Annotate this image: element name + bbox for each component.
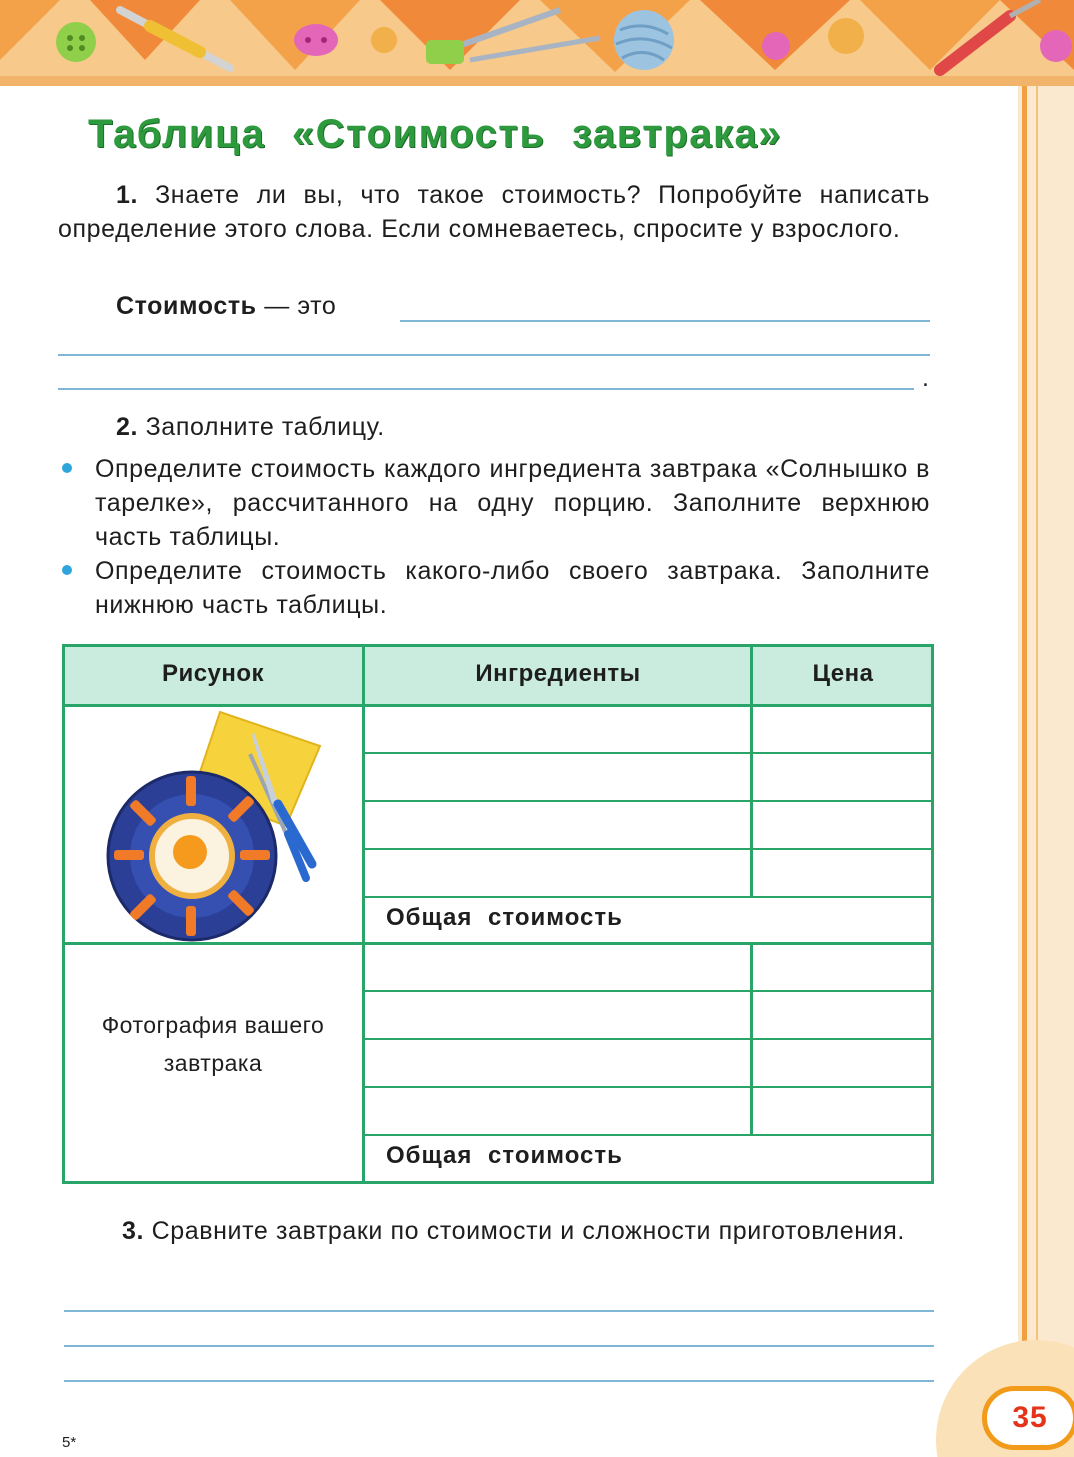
total-cost-label: Общая стоимость: [386, 904, 623, 931]
header-picture: Рисунок: [161, 660, 265, 687]
egg-yolk: [173, 835, 207, 869]
bullet-text: Определите стоимость какого-либо своего завтрака. Заполните нижнюю часть таблицы.: [95, 557, 930, 619]
price-cell[interactable]: [753, 802, 931, 848]
bullet-dot-icon: [62, 463, 72, 473]
table-rule: [362, 1134, 934, 1136]
task-number: 1.: [116, 181, 139, 209]
price-cell[interactable]: [753, 754, 931, 800]
page-number: 35: [1012, 1401, 1048, 1434]
task-number: 3.: [122, 1217, 145, 1245]
answer-line[interactable]: [64, 1345, 934, 1347]
table-border: [931, 644, 934, 1184]
price-cell[interactable]: [753, 850, 931, 896]
ingredient-cell[interactable]: [365, 992, 750, 1038]
header-price: Цена: [812, 660, 874, 687]
answer-line[interactable]: [64, 1310, 934, 1312]
task-3: [64, 1214, 936, 1248]
header-ingredients: Ингредиенты: [475, 660, 641, 687]
answer-line[interactable]: [58, 388, 914, 390]
table-border: [62, 1181, 934, 1184]
price-cell[interactable]: [753, 707, 931, 752]
instruction-bullet: [62, 554, 930, 622]
photo-placeholder-caption[interactable]: Фотография вашего завтрака: [101, 1012, 325, 1076]
ingredient-cell[interactable]: [365, 802, 750, 848]
decorative-banner: [0, 0, 1074, 86]
breakfast-plate-illustration: [102, 706, 362, 944]
yarn-ball-icon: [614, 10, 674, 70]
button-icon: [371, 27, 397, 53]
definition-term: Стоимость: [116, 292, 257, 320]
ingredient-cell[interactable]: [365, 850, 750, 896]
price-cell[interactable]: [753, 1088, 931, 1134]
task-text: Сравните завтраки по стоимости и сложности приготовления.: [151, 1217, 905, 1245]
button-icon: [294, 24, 338, 56]
ingredient-cell[interactable]: [365, 1088, 750, 1134]
task-1: [58, 178, 930, 246]
end-period: .: [922, 364, 929, 392]
margin-line: [1022, 86, 1027, 1386]
bullet-dot-icon: [62, 565, 72, 575]
instruction-bullet: [62, 452, 930, 554]
task-text: Заполните таблицу.: [145, 413, 385, 441]
ingredient-cell[interactable]: [365, 754, 750, 800]
answer-line[interactable]: [64, 1380, 934, 1382]
bullet-text: Определите стоимость каждого ингредиента завтрака «Солнышко в тарелке», рассчитанного на одну порцию. Заполните верхнюю часть таблицы.: [95, 455, 930, 551]
answer-line[interactable]: [400, 320, 930, 322]
ingredient-cell[interactable]: [365, 1040, 750, 1086]
price-cell[interactable]: [753, 1040, 931, 1086]
table-border: [62, 644, 65, 1184]
price-cell[interactable]: [753, 945, 931, 990]
page-title: Таблица «Стоимость завтрака»: [88, 112, 783, 156]
margin-line: [1036, 86, 1038, 1386]
table-rule: [362, 896, 934, 898]
price-cell[interactable]: [753, 992, 931, 1038]
button-icon: [56, 22, 96, 62]
ingredient-cell[interactable]: [365, 945, 750, 990]
task-2: [116, 410, 936, 444]
definition-connector: — это: [264, 292, 337, 320]
footnote-mark: 5*: [62, 1434, 77, 1451]
table-border: [62, 644, 934, 647]
ingredient-cell[interactable]: [365, 707, 750, 752]
task-text: Знаете ли вы, что такое стоимость? Попробуйте написать определение этого слова. Если сомневаетесь, спросите у взрослого.: [58, 181, 931, 243]
answer-line[interactable]: [58, 354, 930, 356]
task-number: 2.: [116, 413, 139, 441]
definition-prompt: [116, 292, 336, 321]
breakfast-cost-table: [62, 644, 934, 1184]
total-cost-label: Общая стоимость: [386, 1142, 623, 1169]
page-number-badge: [982, 1386, 1074, 1450]
